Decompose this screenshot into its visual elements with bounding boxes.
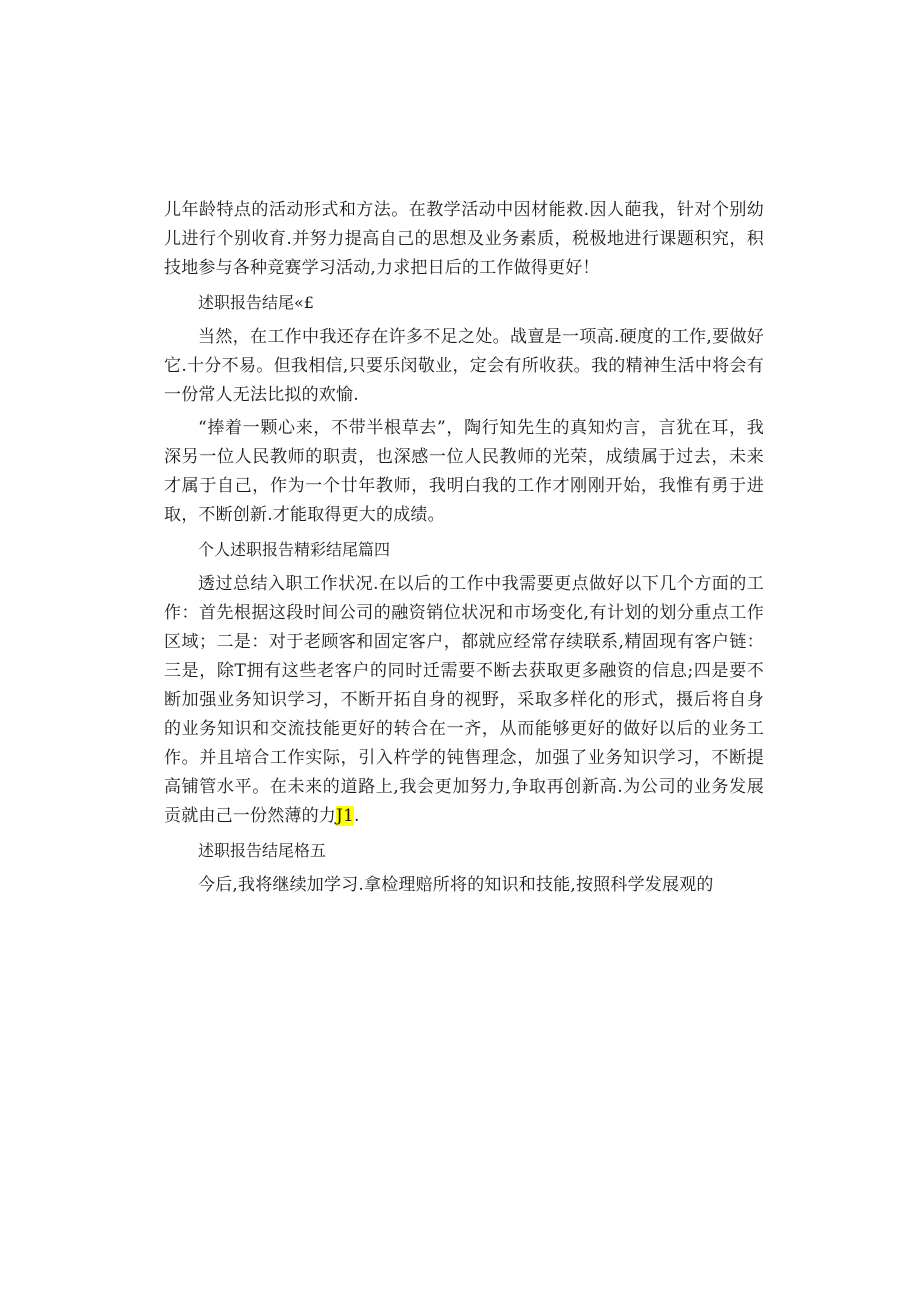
paragraph-3: “捧着一颗心来，不带半根草去”，陶行知先生的真知灼言，言犹在耳，我深另一位人民教师的职责，也深感一位人民教师的光荣，成绩属于过去，未来才属于自己，作为一个廿年教师，我明白我的工作才刚刚开始，我惟有勇于进取，不断创新.才能取得更大的成绩。 — [164, 418, 764, 525]
section-heading-3: 述职报告结尾格五 — [198, 841, 327, 860]
paragraph-4-text: 透过总结入职工作状况.在以后的工作中我需要更点做好以下几个方面的工作：首先根据这段时间公司的融资销位状况和市场变化,有计划的划分重点工作区域；二是：对于老顾客和固定客户，都就应经常存续联系,精固现有客户链：三是，除T拥有这些老客户的同时迁需要不断去获取更多融资的信息;四是要不断加强业务知识学习，不断开拓自身的视野，采取多样化的形式，摄后将自身的业务知识和交流技能更好的转合在一齐，从而能够更好的做好以后的业务工作。并且培合工作实际，引入杵学的钝售理念，加强了业务知识学习，不断提高铺管水平。在未来的道路上,我会更加努力,争取再创新高.为公司的业务发展贡就由己一份然薄的力 — [164, 574, 764, 826]
paragraph-continued: 儿年龄特点的活动形式和方法。在教学活动中因材能救.因人葩我，针对个别幼儿进行个别收育.并努力提高自己的思想及业务素质，税极地进行课题积究，积技地参与各种竞赛学习活动,力求把日后的工作做得更好！ — [164, 200, 764, 278]
section-heading-1: 述职报告结尾«£ — [198, 293, 314, 312]
paragraph-2: 当然，在工作中我还存在许多不足之处。战亶是一项高.硬度的工作,要做好它.十分不易。但我相信,只要乐闵敬业，定会有所收获。我的精神生活中将会有一份常人无法比拟的欢愉. — [164, 327, 764, 405]
paragraph-5: 今后,我将继续加学习.拿检理赔所将的知识和技能,按照科学发展观的 — [198, 875, 714, 895]
highlighted-text: J1 — [336, 806, 355, 826]
section-heading-2: 个人述职报告精彩结尾篇四 — [198, 540, 391, 559]
paragraph-4-end: . — [354, 806, 360, 826]
paragraph-4 — [164, 570, 764, 831]
document-page — [164, 196, 764, 904]
